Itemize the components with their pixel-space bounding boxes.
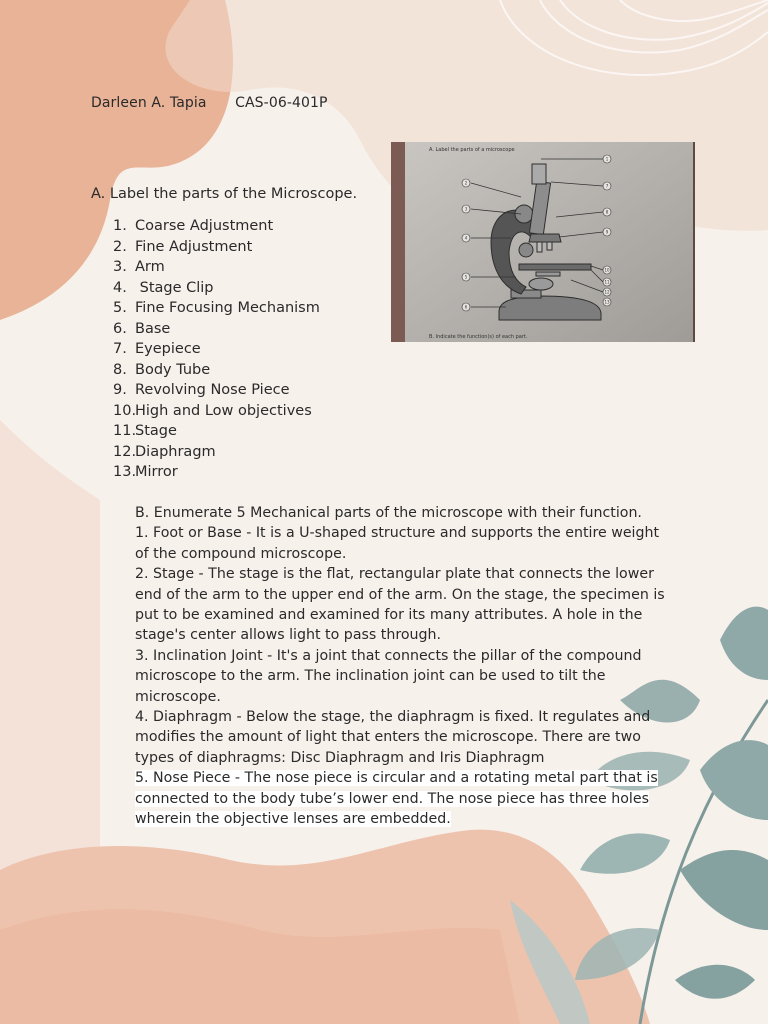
- parts-list-label: High and Low objectives: [135, 402, 312, 419]
- parts-list-number: 11.: [113, 423, 137, 439]
- section-b-item-5-text: 5. Nose Piece - The nose piece is circular and a rotating metal part that is connected to the body tube’s lower end. The nose piece has three holes wherein the objective lenses are embedded.: [135, 770, 658, 828]
- course-code: CAS-06-401P: [235, 95, 328, 111]
- section-b: [135, 503, 675, 830]
- parts-list-item: [113, 257, 320, 278]
- parts-list-number: 7.: [113, 341, 127, 357]
- callout-3: [462, 205, 470, 213]
- parts-list-number: 3.: [113, 259, 127, 275]
- microscope-worksheet-photo: [391, 142, 695, 342]
- callout-6: [462, 303, 470, 311]
- parts-list-number: 6.: [113, 320, 127, 337]
- parts-list-label: Body Tube: [135, 361, 211, 378]
- parts-list-item: [113, 237, 320, 258]
- svg-text:10: 10: [604, 267, 610, 273]
- parts-list-item: [113, 462, 320, 483]
- svg-text:3: 3: [464, 206, 468, 212]
- worksheet-footer: B. Indicate the function(s) of each part.: [429, 334, 528, 340]
- callout-1: [603, 155, 611, 163]
- parts-list-number: 9.: [113, 382, 127, 398]
- header: [91, 95, 328, 111]
- svg-text:9: 9: [605, 229, 609, 235]
- parts-list-label: Stage: [135, 423, 177, 439]
- callout-9: [603, 228, 611, 236]
- callout-11: [603, 278, 611, 286]
- parts-list-item: [113, 380, 320, 401]
- section-b-item-3: 3. Inclination Joint - It's a joint that connects the pillar of the compound microscope to the arm. The inclination joint can be used to tilt the microscope.: [135, 647, 642, 705]
- parts-list-number: 12.: [113, 443, 137, 460]
- svg-text:5: 5: [464, 274, 468, 280]
- callout-13: [603, 298, 611, 306]
- parts-list-item: [113, 421, 320, 442]
- parts-list-item: [113, 319, 320, 340]
- parts-list: [113, 216, 320, 483]
- section-a-title: A. Label the parts of the Microscope.: [91, 186, 358, 202]
- svg-text:7: 7: [605, 183, 609, 189]
- svg-text:11: 11: [604, 279, 610, 285]
- parts-list-label: Fine Focusing Mechanism: [135, 300, 320, 316]
- section-b-item-2: 2. Stage - The stage is the flat, rectangular plate that connects the lower end of the arm to the upper end of the arm. On the stage, the specimen is put to be examined and examined for its many attributes. A hole in the stage's center allows light to pass through.: [135, 566, 665, 644]
- section-b-item-4: 4. Diaphragm - Below the stage, the diaphragm is fixed. It regulates and modifies the amount of light that enters the microscope. There are two types of diaphragms: Disc Diaphragm and Iris Diaphragm: [135, 709, 651, 766]
- callout-10: [603, 266, 611, 274]
- parts-list-number: 1.: [113, 218, 127, 234]
- parts-list-label: Coarse Adjustment: [135, 218, 274, 234]
- section-b-item-5: [135, 768, 675, 829]
- svg-text:2: 2: [464, 180, 468, 186]
- parts-list-item: [113, 442, 320, 463]
- callout-8: [603, 208, 611, 216]
- callout-7: [603, 182, 611, 190]
- student-name: Darleen A. Tapia: [91, 95, 207, 111]
- parts-list-label: Base: [135, 320, 171, 337]
- worksheet-heading: A. Label the parts of a microscope: [429, 147, 515, 153]
- parts-list-item: [113, 360, 320, 381]
- parts-list-item: [113, 298, 320, 319]
- parts-list-item: [113, 216, 320, 237]
- parts-list-item: [113, 278, 320, 299]
- svg-text:12: 12: [604, 289, 610, 295]
- svg-text:1: 1: [605, 156, 609, 162]
- parts-list-number: 13.: [113, 464, 137, 480]
- parts-list-label: Revolving Nose Piece: [135, 382, 290, 398]
- parts-list-number: 4.: [113, 279, 127, 296]
- parts-list-label: Fine Adjustment: [135, 238, 253, 255]
- parts-list-label: Stage Clip: [135, 279, 214, 296]
- section-b-title: B. Enumerate 5 Mechanical parts of the microscope with their function.: [135, 505, 642, 521]
- svg-text:4: 4: [464, 235, 468, 241]
- parts-list-label: Arm: [135, 259, 165, 275]
- parts-list-number: 2.: [113, 238, 127, 255]
- callout-4: [462, 234, 470, 242]
- parts-list-label: Diaphragm: [135, 443, 216, 460]
- svg-text:13: 13: [604, 299, 610, 305]
- parts-list-item: [113, 401, 320, 422]
- svg-text:6: 6: [464, 304, 468, 310]
- callout-2: [462, 179, 470, 187]
- parts-list-label: Eyepiece: [135, 341, 201, 357]
- section-b-item-1: 1. Foot or Base - It is a U-shaped structure and supports the entire weight of the compound microscope.: [135, 525, 660, 562]
- svg-text:8: 8: [605, 209, 609, 215]
- callout-5: [462, 273, 470, 281]
- callout-12: [603, 288, 611, 296]
- parts-list-label: Mirror: [135, 464, 178, 480]
- parts-list-number: 10.: [113, 402, 137, 419]
- parts-list-item: [113, 339, 320, 360]
- parts-list-number: 5.: [113, 300, 127, 316]
- parts-list-number: 8.: [113, 361, 127, 378]
